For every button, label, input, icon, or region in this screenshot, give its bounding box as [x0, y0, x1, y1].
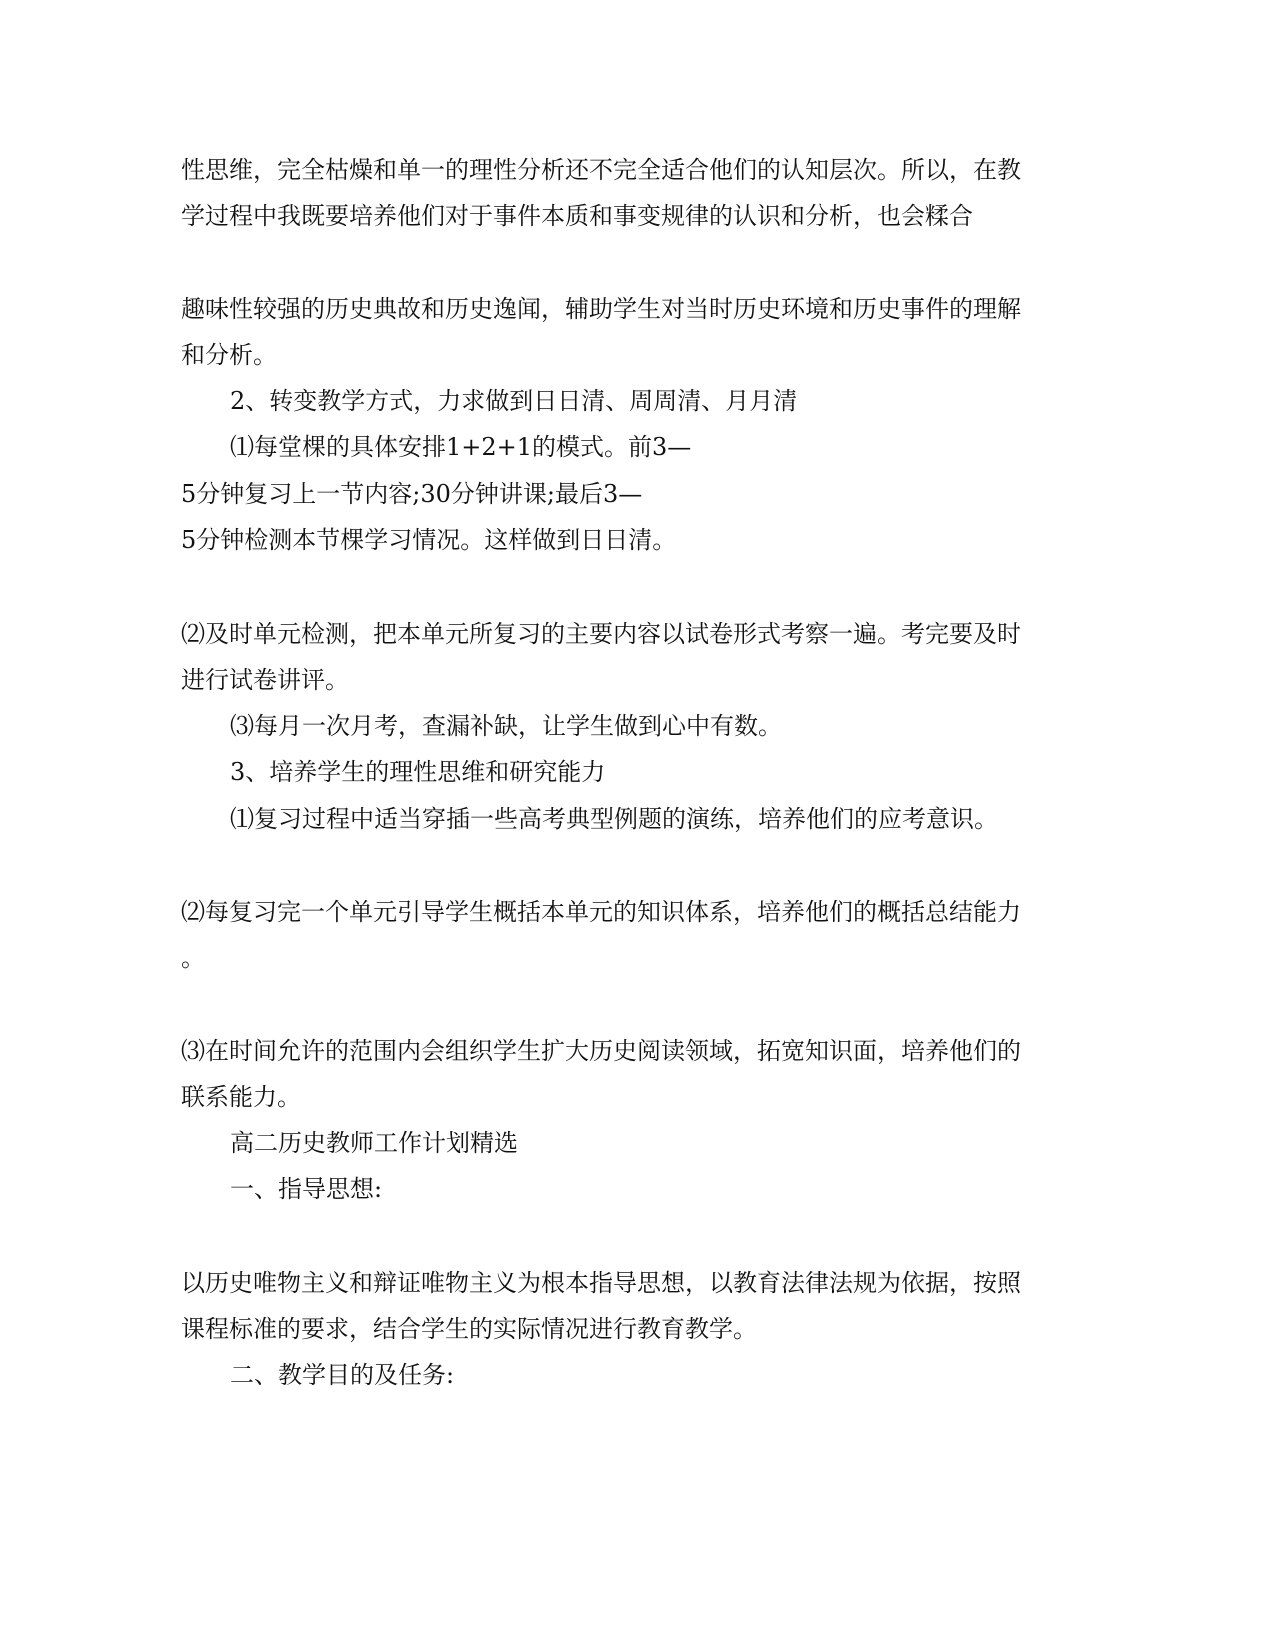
- list-item: ⑴每堂棵的具体安排1+2+1的模式。前3—: [230, 433, 692, 461]
- list-item: ⑶在时间允许的范围内会组织学生扩大历史阅读领域，拓宽知识面，培养他们的: [181, 1037, 1021, 1065]
- text-line: 以历史唯物主义和辩证唯物主义为根本指导思想，以教育法律法规为依据，按照: [181, 1269, 1021, 1297]
- text-line: 趣味性较强的历史典故和历史逸闻，辅助学生对当时历史环境和历史事件的理解: [181, 295, 1021, 323]
- text-line: 5分钟检测本节棵学习情况。这样做到日日清。: [181, 526, 677, 554]
- text-line: 性思维，完全枯燥和单一的理性分析还不完全适合他们的认知层次。所以，在教: [181, 156, 1021, 184]
- section-heading: 一、指导思想:: [230, 1175, 383, 1203]
- text-line: 。: [181, 944, 205, 972]
- list-item: ⑴复习过程中适当穿插一些高考典型例题的演练，培养他们的应考意识。: [230, 805, 998, 833]
- text-line: 联系能力。: [181, 1083, 301, 1111]
- section-heading: 二、教学目的及任务:: [230, 1361, 455, 1389]
- text-line: 5分钟复习上一节内容;30分钟讲课;最后3—: [181, 480, 643, 508]
- text-line: 学过程中我既要培养他们对于事件本质和事变规律的认识和分析，也会糅合: [181, 202, 973, 230]
- list-item: ⑵每复习完一个单元引导学生概括本单元的知识体系，培养他们的概括总结能力: [181, 898, 1021, 926]
- section-heading: 2、转变教学方式，力求做到日日清、周周清、月月清: [230, 387, 798, 415]
- text-line: 进行试卷讲评。: [181, 666, 349, 694]
- list-item: ⑵及时单元检测，把本单元所复习的主要内容以试卷形式考察一遍。考完要及时: [181, 620, 1021, 648]
- text-line: 课程标准的要求，结合学生的实际情况进行教育教学。: [181, 1315, 757, 1343]
- list-item: ⑶每月一次月考，查漏补缺，让学生做到心中有数。: [230, 712, 782, 740]
- text-line: 和分析。: [181, 341, 277, 369]
- document-title: 高二历史教师工作计划精选: [230, 1129, 518, 1157]
- section-heading: 3、培养学生的理性思维和研究能力: [230, 758, 606, 786]
